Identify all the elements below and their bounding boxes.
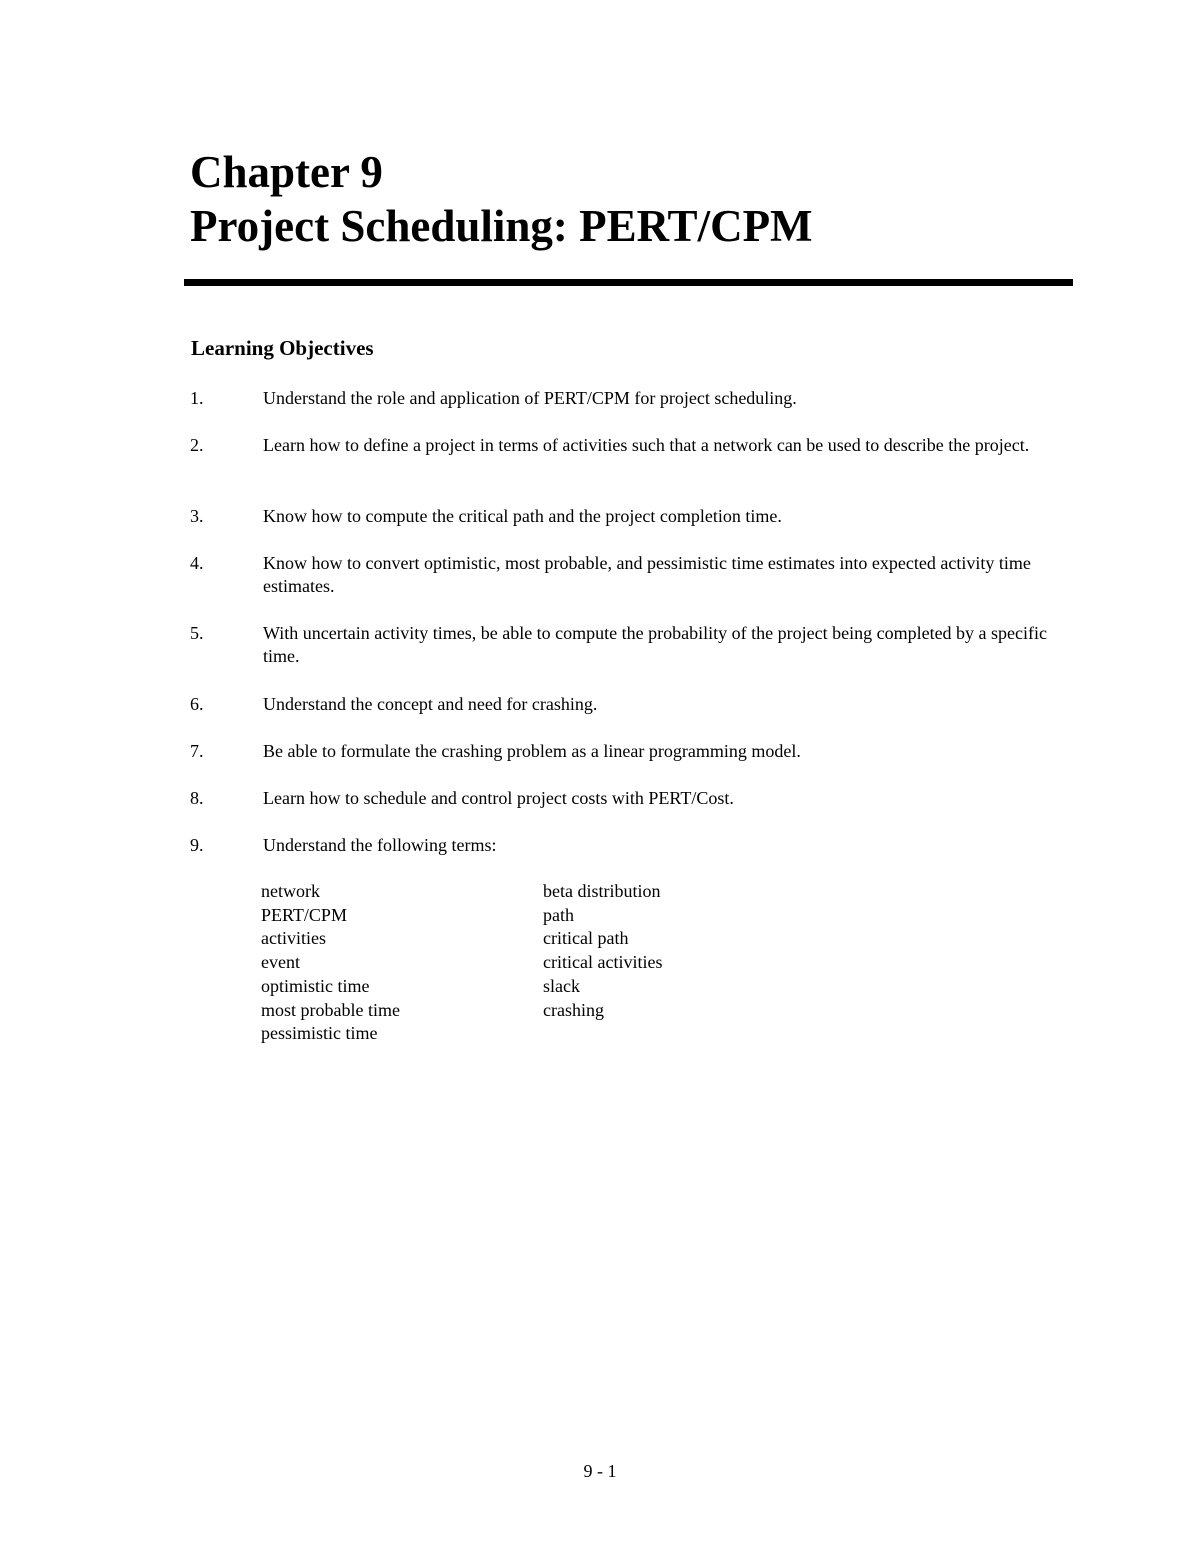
term: beta distribution bbox=[543, 881, 661, 901]
page-number: 9 - 1 bbox=[583, 1461, 617, 1481]
term: crashing bbox=[543, 999, 604, 1020]
objective-number: 6. bbox=[190, 694, 204, 714]
term: optimistic time bbox=[261, 975, 370, 996]
section-heading: Learning Objectives bbox=[191, 336, 374, 360]
chapter-title bbox=[190, 145, 813, 253]
objective-text: Learn how to define a project in terms of activities such that a network can be used to describe the project. bbox=[263, 435, 1030, 455]
objective-number: 4. bbox=[190, 553, 204, 573]
objective-text: Understand the role and application of PERT/CPM for project scheduling. bbox=[263, 388, 797, 408]
objective-text: Be able to formulate the crashing problem as a linear programming model. bbox=[263, 741, 801, 761]
objective-number: 7. bbox=[190, 741, 204, 761]
objective-text: Understand the following terms: bbox=[263, 835, 497, 855]
term: critical path bbox=[543, 928, 629, 949]
objective-number: 5. bbox=[190, 623, 204, 643]
term: path bbox=[543, 904, 574, 925]
terms-column-left bbox=[261, 880, 400, 1046]
term: activities bbox=[261, 928, 326, 949]
objective-number: 1. bbox=[190, 388, 204, 408]
term: critical activities bbox=[543, 952, 663, 973]
objective-text: With uncertain activity times, be able to compute the probability of the project being completed by a specific time. bbox=[263, 623, 1048, 666]
objective-number: 8. bbox=[190, 788, 204, 808]
term: slack bbox=[543, 975, 580, 996]
term: pessimistic time bbox=[261, 1023, 378, 1044]
terms-column-right bbox=[543, 880, 662, 1022]
chapter-number: Chapter 9 bbox=[190, 147, 383, 197]
title-divider bbox=[184, 279, 1073, 286]
objective-text: Know how to compute the critical path and the project completion time. bbox=[263, 506, 782, 526]
objective-text: Learn how to schedule and control project costs with PERT/Cost. bbox=[263, 788, 734, 808]
term: PERT/CPM bbox=[261, 904, 347, 925]
objective-number: 3. bbox=[190, 506, 204, 526]
objective-text: Know how to convert optimistic, most probable, and pessimistic time estimates into expected activity time estimates. bbox=[263, 553, 1031, 596]
objective-number: 9. bbox=[190, 835, 204, 855]
objective-number: 2. bbox=[190, 435, 204, 455]
term: network bbox=[261, 881, 320, 901]
term: most probable time bbox=[261, 999, 400, 1020]
term: event bbox=[261, 952, 300, 973]
objective-text: Understand the concept and need for crashing. bbox=[263, 694, 598, 714]
chapter-name: Project Scheduling: PERT/CPM bbox=[190, 201, 813, 251]
